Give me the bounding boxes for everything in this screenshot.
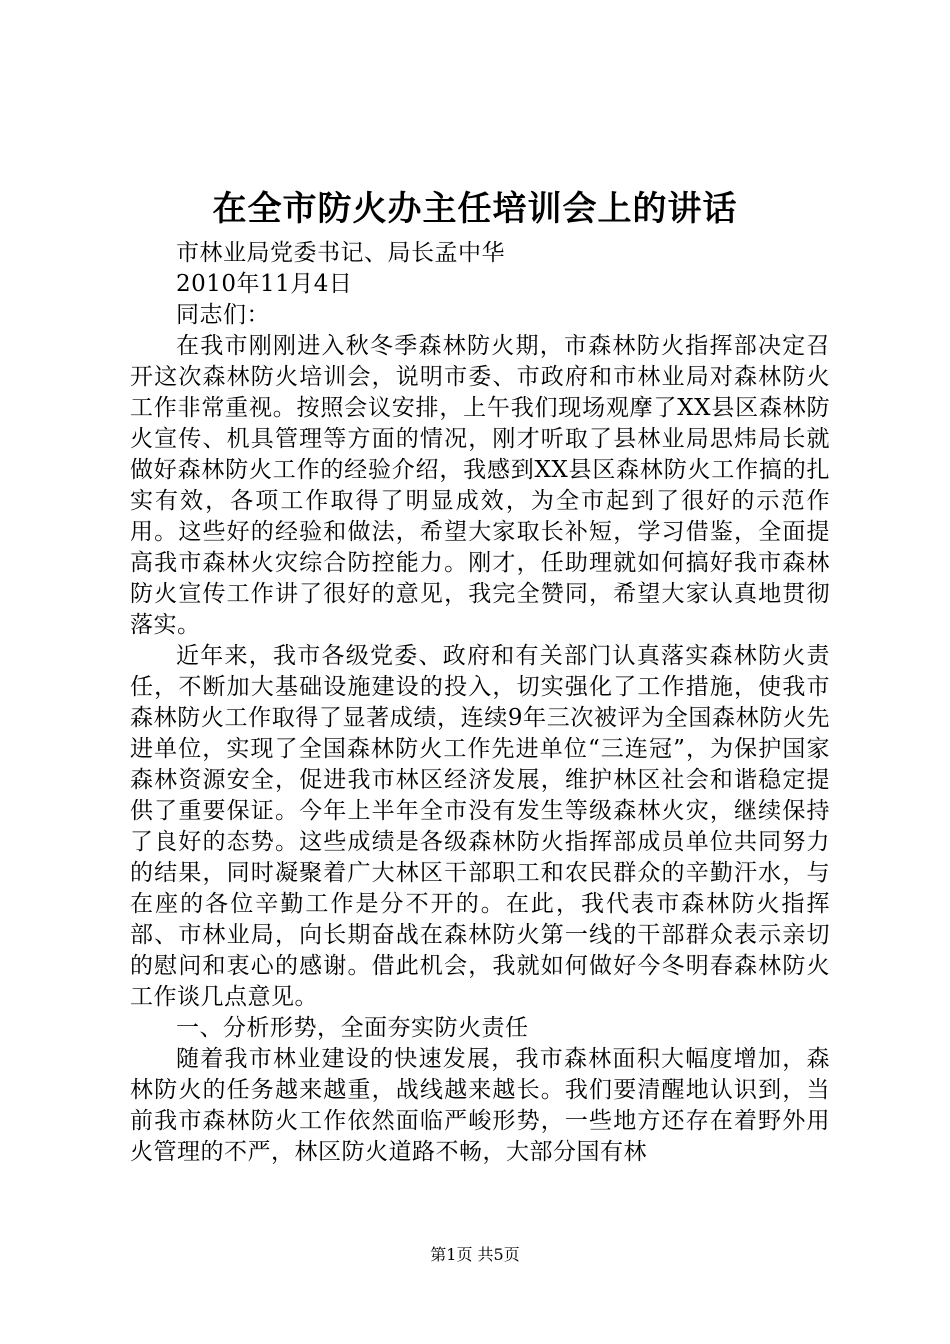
document-body (130, 238, 830, 1168)
date-line: 2010年11月4日 (176, 271, 353, 297)
page-footer: 第1页 共5页 (430, 1245, 520, 1264)
paragraph-1: 在我市刚刚进入秋冬季森林防火期，市森林防火指挥部决定召开这次森林防火培训会，说明市委、市政府和市林业局对森林防火工作非常重视。按照会议安排，上午我们现场观摩了XX县区森林防火宣传、机具管理等方面的情况，刚才听取了县林业局思炜局长就做好森林防火工作的经验介绍，我感到XX县区森林防火工作搞的扎实有效，各项工作取得了明显成效，为全市起到了很好的示范作用。这些好的经验和做法，希望大家取长补短，学习借鉴，全面提高我市森林火灾综合防控能力。刚才，任助理就如何搞好我市森林防火宣传工作讲了很好的意见，我完全赞同，希望大家认真地贯彻落实。 (130, 333, 830, 638)
document-title: 在全市防火办主任培训会上的讲话 (212, 189, 738, 229)
author-line: 市林业局党委书记、局长孟中华 (176, 240, 505, 266)
section-paragraph: 随着我市林业建设的快速发展，我市森林面积大幅度增加，森林防火的任务越来越重，战线越来越长。我们要清醒地认识到，当前我市森林防火工作依然面临严峻形势，一些地方还存在着野外用火管理的不严，林区防火道路不畅，大部分国有林 (130, 1046, 830, 1165)
salutation: 同志们： (176, 302, 270, 328)
paragraph-2: 近年来，我市各级党委、政府和有关部门认真落实森林防火责任，不断加大基础设施建设的投入，切实强化了工作措施，使我市森林防火工作取得了显著成绩，连续9年三次被评为全国森林防火先进单位，实现了全国森林防火工作先进单位“三连冠”，为保护国家森林资源安全，促进我市林区经济发展，维护林区社会和谐稳定提供了重要保证。今年上半年全市没有发生等级森林火灾，继续保持了良好的态势。这些成绩是各级森林防火指挥部成员单位共同努力的结果，同时凝聚着广大林区干部职工和农民群众的辛勤汗水，与在座的各位辛勤工作是分不开的。在此，我代表市森林防火指挥部、市林业局，向长期奋战在森林防火第一线的干部群众表示亲切的慰问和衷心的感谢。借此机会，我就如何做好今冬明春森林防火工作谈几点意见。 (130, 643, 830, 1010)
section-heading: 一、分析形势，全面夯实防火责任 (176, 1015, 529, 1041)
